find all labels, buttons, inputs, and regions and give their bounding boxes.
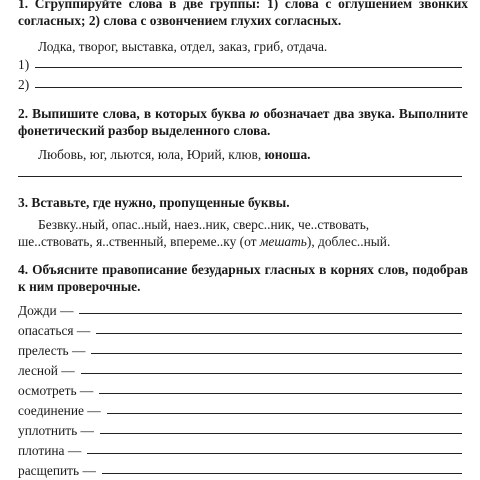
task3-line1: Безвку..ный, опас..ный, наез..ник, сверс..ник, че..ствовать, <box>38 217 370 232</box>
task4-item-label: соединение — <box>18 403 101 418</box>
task3-line2-start: ше..ствовать, я..ственный, впереме..ку (от <box>18 234 260 249</box>
task4-item-row[interactable] <box>18 360 462 378</box>
task4-item-row[interactable] <box>18 380 462 398</box>
task4-item-row[interactable] <box>18 420 462 438</box>
task3-line2-end: ), доблес..ный. <box>306 234 391 249</box>
task2-title-start: 2. Выпишите слова, в которых буква <box>18 106 250 121</box>
answer-line <box>35 87 462 88</box>
task2-words <box>38 146 468 163</box>
task4-item-row[interactable] <box>18 440 462 458</box>
task1-title: 1. Сгруппируйте слова в две группы: 1) слова с оглушением звонких согласных; 2) слова с озвончением глухих согласных. <box>18 0 468 28</box>
answer-line <box>107 413 462 414</box>
task4-item-row[interactable] <box>18 300 462 318</box>
task4-item-row[interactable] <box>18 320 462 338</box>
task1-answer-label-1: 1) <box>18 57 30 72</box>
task4-title: 4. Объясните правописание безударных гласных в корнях слов, подобрав к ним проверочные. <box>18 262 468 294</box>
task4-item-label: опасаться — <box>18 323 91 338</box>
answer-line <box>102 473 462 474</box>
task4-item-label: плотина — <box>18 443 82 458</box>
task4-item-label: осмотреть — <box>18 383 94 398</box>
answer-line <box>96 333 462 334</box>
task1-answer-label-2: 2) <box>18 77 30 92</box>
task4-item-label: лесной — <box>18 363 75 378</box>
task2-answer-line[interactable] <box>18 176 462 177</box>
answer-line <box>81 373 462 374</box>
task4-item-label: расщепить — <box>18 463 96 478</box>
task4-item-label: Дожди — <box>18 303 74 318</box>
task4-item-label: прелесть — <box>18 343 86 358</box>
task1-words: Лодка, творог, выставка, отдел, заказ, гриб, отдача. <box>38 39 328 54</box>
answer-line <box>100 433 462 434</box>
task2-title-end: обозначает два звука. Выполните фонетический разбор выделенного слова. <box>18 106 468 138</box>
task3-title: 3. Вставьте, где нужно, пропущенные буквы. <box>18 195 290 210</box>
answer-line <box>87 453 462 454</box>
task2-highlighted-word: юноша. <box>264 147 311 162</box>
task1-answer-row-1[interactable] <box>18 54 462 72</box>
task2-title <box>18 106 468 139</box>
task4-item-row[interactable] <box>18 400 462 418</box>
answer-line <box>91 353 462 354</box>
answer-line <box>35 67 462 68</box>
task3-line2 <box>18 233 468 250</box>
task2-title-letter: ю <box>249 106 260 121</box>
answer-line <box>79 313 462 314</box>
task4-item-label: уплотнить — <box>18 423 94 438</box>
answer-line <box>99 393 462 394</box>
task4-item-row[interactable] <box>18 460 462 478</box>
task2-word-list: Любовь, юг, льются, юла, Юрий, клюв, <box>38 147 265 162</box>
task3-italic-word: мешать <box>259 234 307 249</box>
task1-answer-row-2[interactable] <box>18 74 462 92</box>
task4-item-row[interactable] <box>18 340 462 358</box>
